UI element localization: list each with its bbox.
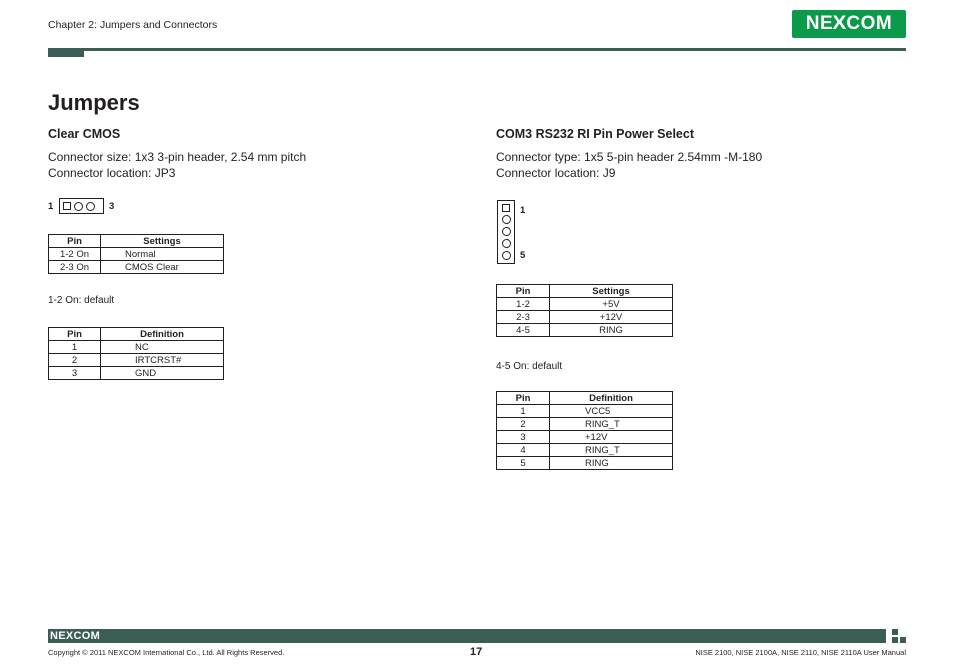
header-rule-block: [48, 48, 84, 57]
com3-definition-table: [496, 391, 673, 470]
page-number: 17: [470, 646, 483, 658]
table-cell: RING_T: [550, 418, 673, 431]
com3-power-select-section: [496, 127, 762, 181]
pin-circle-icon: [502, 251, 511, 260]
table-cell: 2: [497, 418, 550, 431]
com3-default-note: 4-5 On: default: [496, 361, 563, 372]
table-cell: Normal: [101, 248, 224, 261]
pin-circle-icon: [502, 227, 511, 236]
table-cell: +5V: [550, 298, 673, 311]
pin-square-icon: [63, 202, 71, 210]
clear-cmos-size: Connector size: 1x3 3-pin header, 2.54 mm pitch: [48, 150, 307, 164]
j9-pin-first-label: 1: [520, 205, 526, 216]
table-row: [497, 298, 673, 311]
com3-heading: COM3 RS232 RI Pin Power Select: [496, 127, 694, 141]
table-header: Settings: [101, 235, 224, 248]
table-cell: 3: [49, 367, 101, 380]
j9-pin-last-label: 5: [520, 250, 526, 261]
table-cell: 1: [497, 405, 550, 418]
table-header: Definition: [101, 328, 224, 341]
table-cell: CMOS Clear: [101, 261, 224, 274]
table-header: Pin: [49, 235, 101, 248]
page-title: Jumpers: [48, 90, 140, 115]
table-cell: IRTCRST#: [101, 354, 224, 367]
table-row: [497, 324, 673, 337]
pin-circle-icon: [74, 202, 83, 211]
manual-title: NISE 2100, NISE 2100A, NISE 2110, NISE 2110A User Manual: [695, 648, 906, 657]
nexcom-logo: [792, 10, 906, 38]
pin-square-icon: [502, 204, 510, 212]
clear-cmos-definition-table: [48, 327, 224, 380]
footer-logo: NEXCOM: [50, 630, 101, 642]
table-cell: GND: [101, 367, 224, 380]
table-cell: +12V: [550, 311, 673, 324]
table-cell: 2-3 On: [49, 261, 101, 274]
table-cell: 1-2 On: [49, 248, 101, 261]
table-cell: VCC5: [550, 405, 673, 418]
table-cell: RING_T: [550, 444, 673, 457]
pin-circle-icon: [86, 202, 95, 211]
logo-text-left: NE: [805, 13, 834, 34]
table-row: [49, 261, 224, 274]
jp3-header-diagram: [59, 198, 104, 214]
table-row: [49, 367, 224, 380]
copyright-text: Copyright © 2011 NEXCOM International Co., Ltd. All Rights Reserved.: [48, 648, 285, 657]
table-row: [497, 418, 673, 431]
table-cell: 5: [497, 457, 550, 470]
table-row: [497, 457, 673, 470]
pin-circle-icon: [502, 239, 511, 248]
footer-square-icon: [900, 637, 906, 643]
table-cell: 3: [497, 431, 550, 444]
clear-cmos-heading: Clear CMOS: [48, 127, 121, 141]
com3-settings-table: [496, 284, 673, 337]
footer-square-icon: [892, 637, 898, 643]
table-cell: 4: [497, 444, 550, 457]
table-header: Pin: [497, 392, 550, 405]
table-header: Definition: [550, 392, 673, 405]
clear-cmos-location: Connector location: JP3: [48, 166, 176, 180]
table-cell: 1-2: [497, 298, 550, 311]
table-cell: 1: [49, 341, 101, 354]
footer-bar: [48, 629, 886, 643]
header-rule: [48, 48, 906, 51]
clear-cmos-settings-table: [48, 234, 224, 274]
com3-connector-location: Connector location: J9: [496, 166, 616, 180]
table-cell: RING: [550, 457, 673, 470]
table-cell: RING: [550, 324, 673, 337]
table-header: Settings: [550, 285, 673, 298]
table-header: Pin: [497, 285, 550, 298]
footer-square-icon: [892, 629, 898, 635]
table-cell: 2-3: [497, 311, 550, 324]
chapter-title: Chapter 2: Jumpers and Connectors: [48, 19, 218, 31]
table-row: [497, 405, 673, 418]
table-row: [49, 354, 224, 367]
table-cell: +12V: [550, 431, 673, 444]
com3-connector-type: Connector type: 1x5 5-pin header 2.54mm -M-180: [496, 150, 763, 164]
pin-circle-icon: [502, 215, 511, 224]
table-header: Pin: [49, 328, 101, 341]
jp3-pin-last-label: 3: [109, 201, 115, 212]
logo-text-x: X: [832, 13, 848, 34]
clear-cmos-default-note: 1-2 On: default: [48, 295, 115, 306]
table-row: [497, 431, 673, 444]
jp3-pin-first-label: 1: [48, 201, 54, 212]
table-cell: 2: [49, 354, 101, 367]
logo-text-right: COM: [846, 13, 893, 34]
table-cell: NC: [101, 341, 224, 354]
table-row: [497, 444, 673, 457]
table-row: [49, 341, 224, 354]
clear-cmos-section: [48, 127, 306, 181]
table-row: [49, 248, 224, 261]
table-row: [497, 311, 673, 324]
table-cell: 4-5: [497, 324, 550, 337]
j9-header-diagram: [497, 200, 515, 264]
